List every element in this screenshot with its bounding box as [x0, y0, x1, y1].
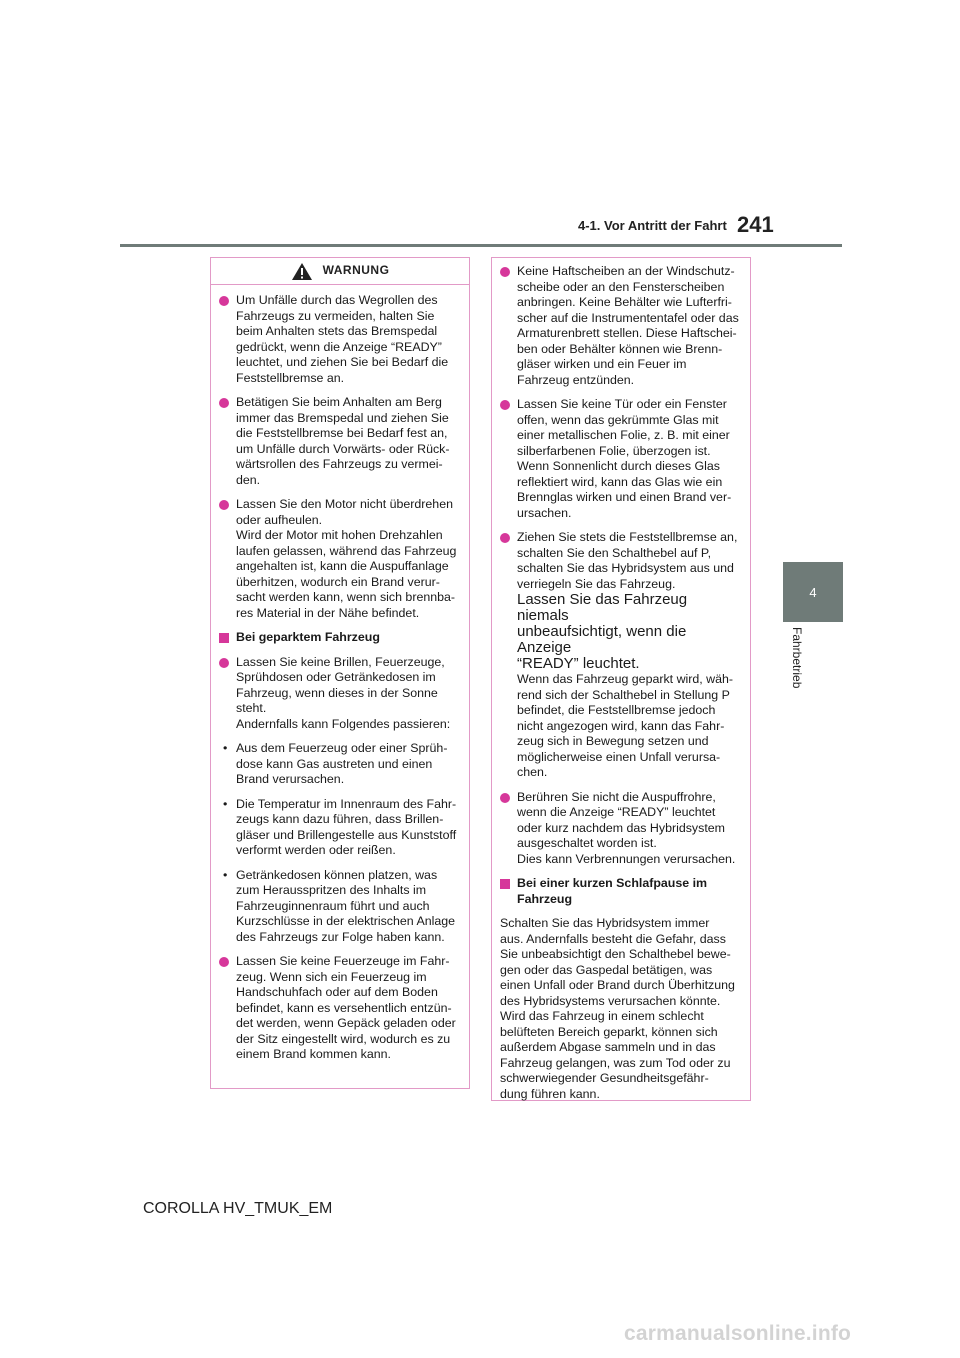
subheading: Bei geparktem Fahrzeug — [219, 630, 461, 646]
list-item: Lassen Sie keine Feuerzeuge im Fahr- zeug. Wenn sich ein Feuerzeug im Handschuhfach oder auf dem Boden befindet, kann es versehentlich entzün- det werden, wenn Gepäck geladen oder der Sitz eingestellt wird, wodurch es zu einem Brand kommen kann. — [219, 954, 461, 1063]
warning-triangle-icon — [291, 262, 313, 281]
bullet-dot-icon — [500, 267, 510, 277]
square-bullet-icon — [500, 879, 510, 889]
emphasis-text: Lassen Sie das Fahrzeug niemals unbeaufsichtigt, wenn die Anzeige “READY” leuchtet. — [517, 591, 688, 672]
page-number: 241 — [737, 212, 774, 237]
list-item: Ziehen Sie stets die Feststellbremse an, schalten Sie den Schalthebel auf P, schalten Sie das Hybridsystem aus und verriegeln Sie das Fahrzeug. Lassen Sie das Fahrzeug niemals unbeaufsichtigt, wenn die Anzeige “READY” leuchtet. Wenn das Fahrzeug geparkt wird, wäh- rend sich der Schalthebel in Stellung P befindet, die Feststellbremse jedoch nicht angezogen wird, kann das Fahr- zeug sich in Bewegung setzen und möglicherweise einen Unfall verursa- chen. — [500, 530, 742, 781]
bullet-dot-icon — [219, 500, 229, 510]
sub-bullet: • Aus dem Feuerzeug oder einer Sprüh- dose kann Gas austreten und einen Brand verursachen. — [223, 741, 448, 786]
bullet-dot-icon — [500, 793, 510, 803]
warning-title: WARNUNG — [322, 263, 390, 278]
bullet-dot-icon — [219, 957, 229, 967]
list-item: Betätigen Sie beim Anhalten am Berg immer das Bremspedal und ziehen Sie die Feststellbremse bei Bedarf fest an, um Unfälle durch Vorwärts- oder Rück- wärtsrollen des Fahrzeugs zu vermei- den. — [219, 395, 461, 488]
header-divider — [120, 244, 842, 247]
list-item: Lassen Sie keine Brillen, Feuerzeuge, Sprühdosen oder Getränkedosen im Fahrzeug, wenn dieses in der Sonne steht. Andernfalls kann Folgendes passieren: — [219, 655, 461, 733]
list-item: Lassen Sie den Motor nicht überdrehen oder aufheulen. Wird der Motor mit hohen Drehzahlen laufen gelassen, während das Fahrzeug angehalten ist, kann die Auspuffanlage überhitzen, wodurch ein Brand verur- sacht werden kann, wenn sich brennba- res Material in der Nähe befindet. — [219, 497, 461, 621]
section-title: 4-1. Vor Antritt der Fahrt — [578, 218, 727, 233]
sub-bullet: • Die Temperatur im Innenraum des Fahr- zeugs kann dazu führen, dass Brillen- gläser und Brillengestelle aus Kunststoff verformt werden oder reißen. — [223, 796, 457, 857]
bullet-dot-icon — [500, 533, 510, 543]
warning-box-continued — [491, 257, 751, 1101]
chapter-number: 4 — [809, 584, 817, 600]
square-bullet-icon — [219, 633, 229, 643]
list-item: Um Unfälle durch das Wegrollen des Fahrzeugs zu vermeiden, halten Sie beim Anhalten stets das Bremspedal gedrückt, wenn die Anzeige “READY” leuchtet, und ziehen Sie bei Bedarf die Feststellbremse an. — [219, 293, 461, 386]
sub-bullet: • Getränkedosen können platzen, was zum Herausspritzen des Inhalts im Fahrzeuginnenraum führt und auch Kurzschlüsse in der elektrischen Anlage des Fahrzeugs zur Folge haben kann. — [223, 867, 456, 944]
warning-header — [211, 258, 469, 285]
chapter-label: Fahrbetrieb — [790, 627, 804, 689]
subheading: Bei einer kurzen Schlafpause im Fahrzeug — [500, 876, 742, 907]
body-paragraph: Schalten Sie das Hybridsystem immer aus. Andernfalls besteht die Gefahr, dass Sie unbeabsichtigt den Schalthebel bewe- gen oder das Gaspedal betätigen, was einen Unfall oder Brand durch Überhitzung des Hybridsystems verursachen könnte. Wird das Fahrzeug in einem schlecht belüfteten Bereich geparkt, können sich außerdem Abgase sammeln und in das Fahrzeug gelangen, was zum Tod oder zu schwerwiegender Gesundheitsgefähr- dung führen kann. — [500, 916, 735, 1101]
footer-model: COROLLA HV_TMUK_EM — [143, 1200, 333, 1217]
list-item: Berühren Sie nicht die Auspuffrohre, wenn die Anzeige “READY” leuchtet oder kurz nachdem das Hybridsystem ausgeschaltet worden ist. Dies kann Verbrennungen verursachen. — [500, 790, 742, 868]
bullet-dot-icon — [219, 296, 229, 306]
watermark: carmanualsonline.info — [624, 1322, 852, 1345]
bullet-dot-icon — [500, 400, 510, 410]
warning-box — [210, 257, 470, 1089]
chapter-tab[interactable] — [783, 562, 843, 622]
list-item: Lassen Sie keine Tür oder ein Fenster offen, wenn das gekrümmte Glas mit einer metallischen Folie, z. B. mit einer silberfarbenen Folie, überzogen ist. Wenn Sonnenlicht durch dieses Glas reflektiert wird, kann das Glas wie ein Brennglas wirken und einen Brand ver- ursachen. — [500, 397, 742, 521]
bullet-dot-icon — [219, 658, 229, 668]
bullet-dot-icon — [219, 398, 229, 408]
list-item: Keine Haftscheiben an der Windschutz- scheibe oder an den Fensterscheiben anbringen. Keine Behälter wie Lufterfri- scher auf die Instrumententafel oder das Armaturenbrett stellen. Diese Haftschei- ben oder Behälter können wie Brenn- gläser wirken und ein Feuer im Fahrzeug entzünden. — [500, 264, 742, 388]
